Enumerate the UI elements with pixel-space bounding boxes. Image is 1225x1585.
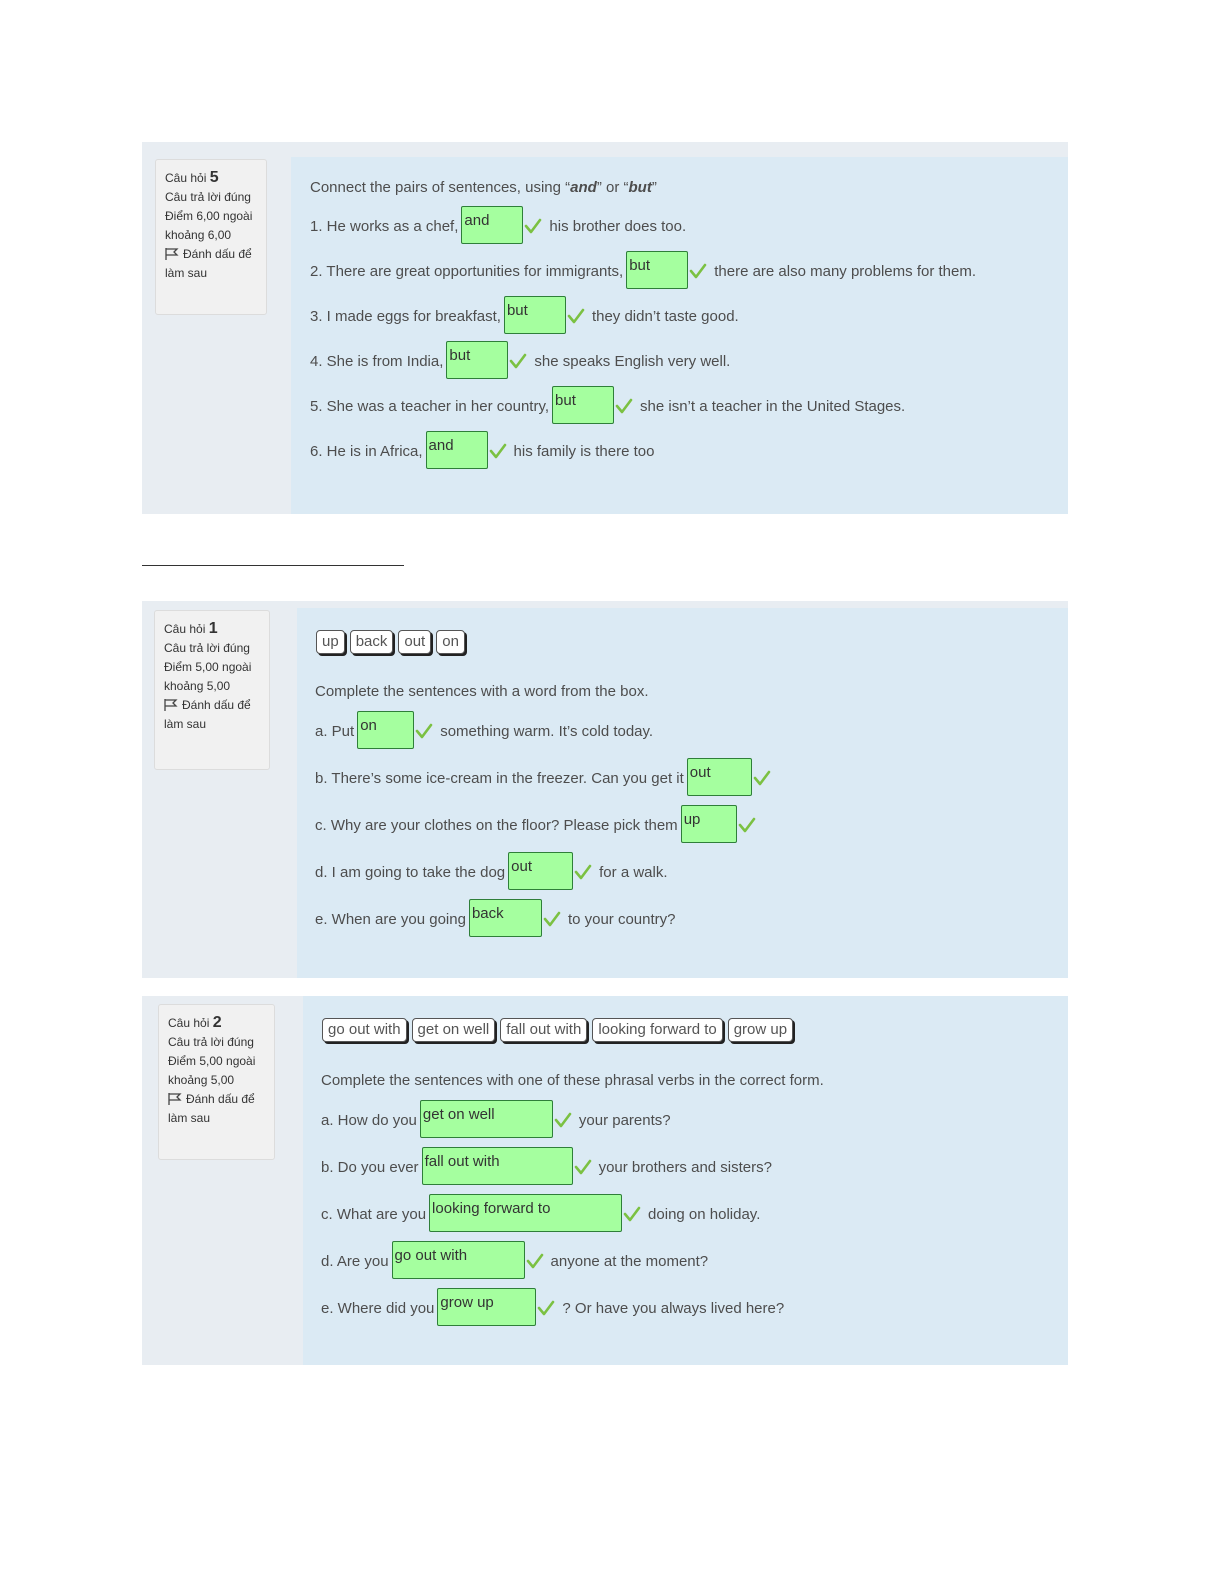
answer-input[interactable]: grow up — [437, 1288, 536, 1326]
sentence-text: your brothers and sisters? — [598, 1158, 772, 1176]
check-icon — [415, 722, 433, 740]
sentence-text: your parents? — [578, 1111, 671, 1129]
sentence-text: anyone at the moment? — [550, 1252, 709, 1270]
answer-input[interactable]: up — [681, 805, 737, 843]
flag-label: Đánh dấu để làm sau — [168, 1092, 255, 1125]
word-chip: on — [436, 630, 465, 654]
separator-line — [142, 565, 404, 566]
word-box — [316, 630, 470, 654]
sentence-text: for a walk. — [599, 863, 668, 881]
word-chip: out — [398, 630, 431, 654]
answer-input[interactable]: but — [504, 296, 566, 334]
sentence-text: c. Why are your clothes on the floor? Please pick them — [315, 816, 678, 834]
question-1-info — [154, 610, 270, 770]
word-chip: back — [350, 630, 394, 654]
sentence-text: 5. She was a teacher in her country, — [310, 397, 550, 415]
sentence-line — [315, 899, 676, 939]
sentence-text: doing on holiday. — [648, 1205, 761, 1223]
sentence-text: they didn’t taste good. — [591, 307, 739, 325]
question-score: Điểm 5,00 ngoài khoảng 5,00 — [168, 1054, 256, 1087]
check-icon — [738, 816, 756, 834]
check-icon — [509, 352, 527, 370]
sentence-text: something warm. It’s cold today. — [440, 722, 654, 740]
check-icon — [753, 769, 771, 787]
check-icon — [543, 910, 561, 928]
sentence-line — [321, 1100, 671, 1140]
sentence-text: she speaks English very well. — [534, 352, 731, 370]
sentence-line — [321, 1241, 708, 1281]
word-chip: up — [316, 630, 345, 654]
question-1-instruction: Complete the sentences with a word from the box. — [315, 683, 649, 700]
sentence-line — [315, 711, 653, 751]
flag-icon — [168, 1093, 182, 1105]
question-status: Câu trả lời đúng — [168, 1035, 254, 1049]
check-icon — [689, 262, 707, 280]
flag-label: Đánh dấu để làm sau — [165, 247, 252, 280]
question-score: Điểm 6,00 ngoài khoảng 6,00 — [165, 209, 253, 242]
sentence-line — [321, 1288, 784, 1328]
answer-input[interactable]: fall out with — [422, 1147, 573, 1185]
word-chip: looking forward to — [592, 1018, 722, 1042]
sentence-text: b. There’s some ice-cream in the freezer. Can you get it — [315, 769, 684, 787]
sentence-text: d. Are you — [321, 1252, 389, 1270]
question-score: Điểm 5,00 ngoài khoảng 5,00 — [164, 660, 252, 693]
question-status: Câu trả lời đúng — [165, 190, 251, 204]
question-2-instruction: Complete the sentences with one of these phrasal verbs in the correct form. — [321, 1072, 824, 1089]
check-icon — [615, 397, 633, 415]
answer-input[interactable]: but — [446, 341, 508, 379]
word-chip: go out with — [322, 1018, 407, 1042]
sentence-text: c. What are you — [321, 1205, 427, 1223]
check-icon — [526, 1252, 544, 1270]
check-icon — [524, 217, 542, 235]
question-5-instruction: Connect the pairs of sentences, using “and” or “but” — [310, 179, 657, 196]
sentence-text: 2. There are great opportunities for immigrants, — [310, 262, 624, 280]
answer-input[interactable]: back — [469, 899, 542, 937]
flag-question-link[interactable] — [168, 1090, 266, 1128]
answer-input[interactable]: on — [357, 711, 414, 749]
flag-icon — [165, 248, 179, 260]
sentence-text: e. Where did you — [321, 1299, 435, 1317]
answer-input[interactable]: go out with — [392, 1241, 525, 1279]
answer-input[interactable]: get on well — [420, 1100, 553, 1138]
sentence-text: 3. I made eggs for breakfast, — [310, 307, 501, 325]
check-icon — [623, 1205, 641, 1223]
question-number: Câu hỏi 1 — [164, 620, 218, 637]
sentence-line — [315, 805, 763, 845]
sentence-text: b. Do you ever — [321, 1158, 419, 1176]
check-icon — [567, 307, 585, 325]
answer-input[interactable]: and — [426, 431, 488, 469]
word-chip: grow up — [728, 1018, 793, 1042]
sentence-text: ? Or have you always lived here? — [562, 1299, 785, 1317]
sentence-text: e. When are you going — [315, 910, 466, 928]
flag-question-link[interactable] — [165, 245, 258, 283]
sentence-text: a. How do you — [321, 1111, 417, 1129]
word-chip: fall out with — [500, 1018, 587, 1042]
answer-input[interactable]: but — [552, 386, 614, 424]
sentence-line — [310, 251, 976, 291]
sentence-text: a. Put — [315, 722, 355, 740]
answer-input[interactable]: out — [508, 852, 573, 890]
sentence-text: his brother does too. — [549, 217, 687, 235]
word-box — [322, 1018, 798, 1042]
answer-input[interactable]: looking forward to — [429, 1194, 622, 1232]
flag-label: Đánh dấu để làm sau — [164, 698, 251, 731]
flag-icon — [164, 699, 178, 711]
check-icon — [489, 442, 507, 460]
check-icon — [574, 863, 592, 881]
sentence-line — [315, 852, 668, 892]
question-5-info — [155, 159, 267, 315]
sentence-text: there are also many problems for them. — [714, 262, 977, 280]
question-2-info — [158, 1004, 275, 1160]
answer-input[interactable]: and — [461, 206, 523, 244]
word-chip: get on well — [412, 1018, 496, 1042]
answer-input[interactable]: but — [626, 251, 688, 289]
sentence-line — [310, 431, 654, 471]
sentence-line — [321, 1147, 772, 1187]
check-icon — [574, 1158, 592, 1176]
question-number: Câu hỏi 5 — [165, 169, 219, 186]
answer-input[interactable]: out — [687, 758, 752, 796]
sentence-text: she isn’t a teacher in the United Stages. — [640, 397, 906, 415]
question-status: Câu trả lời đúng — [164, 641, 250, 655]
flag-question-link[interactable] — [164, 696, 261, 734]
sentence-text: his family is there too — [513, 442, 655, 460]
check-icon — [554, 1111, 572, 1129]
sentence-text: 1. He works as a chef, — [310, 217, 459, 235]
sentence-text: to your country? — [567, 910, 676, 928]
sentence-line — [310, 206, 686, 246]
sentence-text: 6. He is in Africa, — [310, 442, 423, 460]
sentence-line — [310, 296, 739, 336]
check-icon — [537, 1299, 555, 1317]
question-number: Câu hỏi 2 — [168, 1014, 222, 1031]
sentence-line — [310, 341, 730, 381]
sentence-line — [321, 1194, 760, 1234]
sentence-line — [310, 386, 905, 426]
sentence-text: 4. She is from India, — [310, 352, 444, 370]
sentence-text: d. I am going to take the dog — [315, 863, 506, 881]
sentence-line — [315, 758, 778, 798]
